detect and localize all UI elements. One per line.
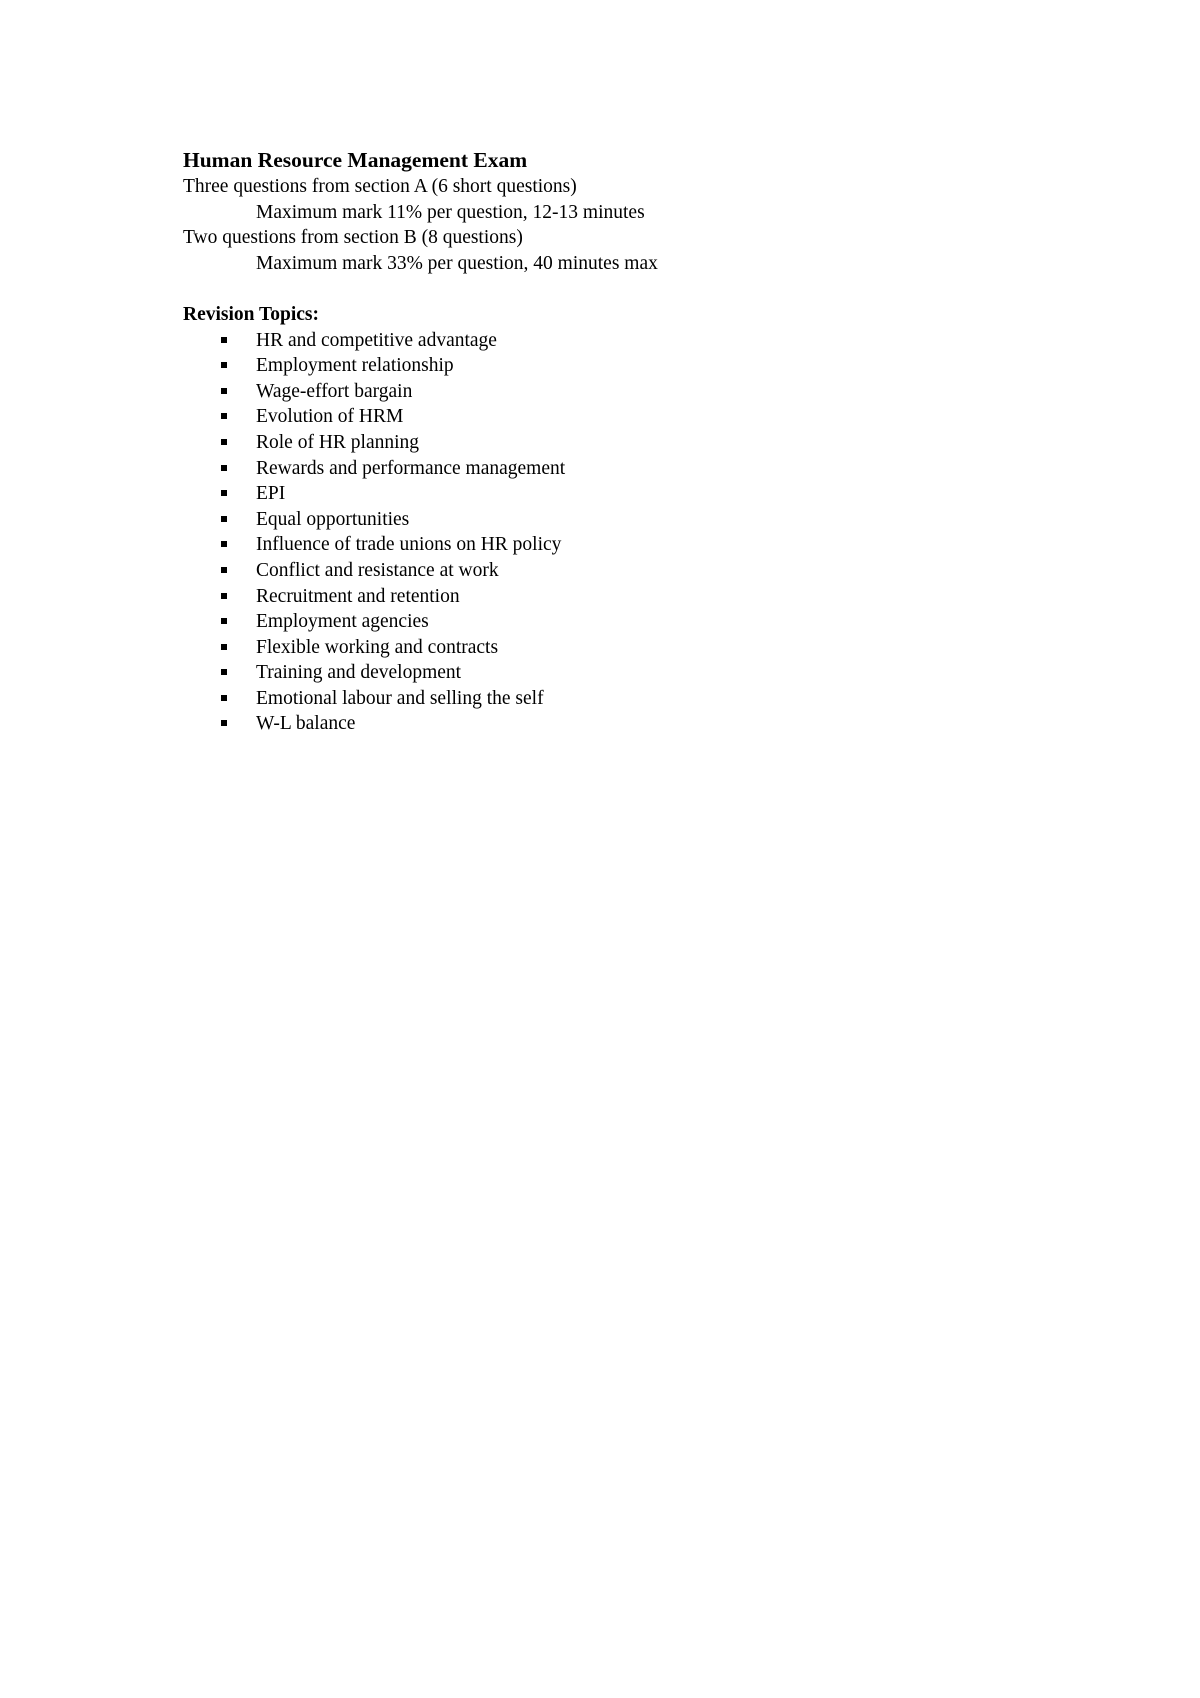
topic-label: Conflict and resistance at work [256, 559, 499, 581]
square-bullet-icon [221, 644, 227, 650]
topic-label: EPI [256, 483, 286, 505]
square-bullet-icon [221, 669, 227, 675]
topic-label: Flexible working and contracts [256, 636, 499, 658]
document-title: Human Resource Management Exam [183, 148, 528, 172]
square-bullet-icon [221, 413, 227, 419]
square-bullet-icon [221, 593, 227, 599]
topic-label: Role of HR planning [256, 431, 420, 453]
square-bullet-icon [221, 618, 227, 624]
list-item [183, 558, 1083, 584]
list-item [183, 353, 1083, 379]
list-item [183, 609, 1083, 635]
square-bullet-icon [221, 567, 227, 573]
list-item [183, 328, 1083, 354]
list-item [183, 660, 1083, 686]
topic-label: Evolution of HRM [256, 406, 404, 428]
revision-topics-heading: Revision Topics: [183, 303, 319, 325]
topic-label: W-L balance [256, 713, 356, 735]
square-bullet-icon [221, 439, 227, 445]
topic-label: Rewards and performance management [256, 457, 566, 479]
list-item [183, 379, 1083, 405]
square-bullet-icon [221, 490, 227, 496]
topic-label: Recruitment and retention [256, 585, 460, 607]
square-bullet-icon [221, 337, 227, 343]
square-bullet-icon [221, 388, 227, 394]
topic-label: Employment relationship [256, 355, 454, 377]
list-item [183, 430, 1083, 456]
topic-label: Influence of trade unions on HR policy [256, 534, 562, 556]
square-bullet-icon [221, 465, 227, 471]
section-a-heading: Three questions from section A (6 short questions) [183, 176, 577, 197]
square-bullet-icon [221, 695, 227, 701]
list-item [183, 635, 1083, 661]
list-item [183, 711, 1083, 737]
topic-label: Training and development [256, 662, 462, 684]
square-bullet-icon [221, 541, 227, 547]
list-item [183, 584, 1083, 610]
square-bullet-icon [221, 362, 227, 368]
topic-label: Employment agencies [256, 611, 429, 633]
blank-line [183, 276, 1083, 302]
square-bullet-icon [221, 720, 227, 726]
topic-label: Equal opportunities [256, 508, 410, 530]
list-item [183, 404, 1083, 430]
section-b-heading: Two questions from section B (8 questions) [183, 227, 523, 249]
topic-label: Wage-effort bargain [256, 380, 413, 402]
list-item [183, 456, 1083, 482]
square-bullet-icon [221, 516, 227, 522]
section-b-detail: Maximum mark 33% per question, 40 minutes max [256, 252, 658, 274]
list-item [183, 507, 1083, 533]
topic-label: HR and competitive advantage [256, 329, 497, 351]
topic-label: Emotional labour and selling the self [256, 687, 544, 709]
list-item [183, 686, 1083, 712]
list-item [183, 532, 1083, 558]
section-a-detail: Maximum mark 11% per question, 12-13 minutes [256, 201, 645, 223]
list-item [183, 481, 1083, 507]
revision-topics-list [183, 328, 1083, 738]
document-content [183, 146, 1083, 737]
